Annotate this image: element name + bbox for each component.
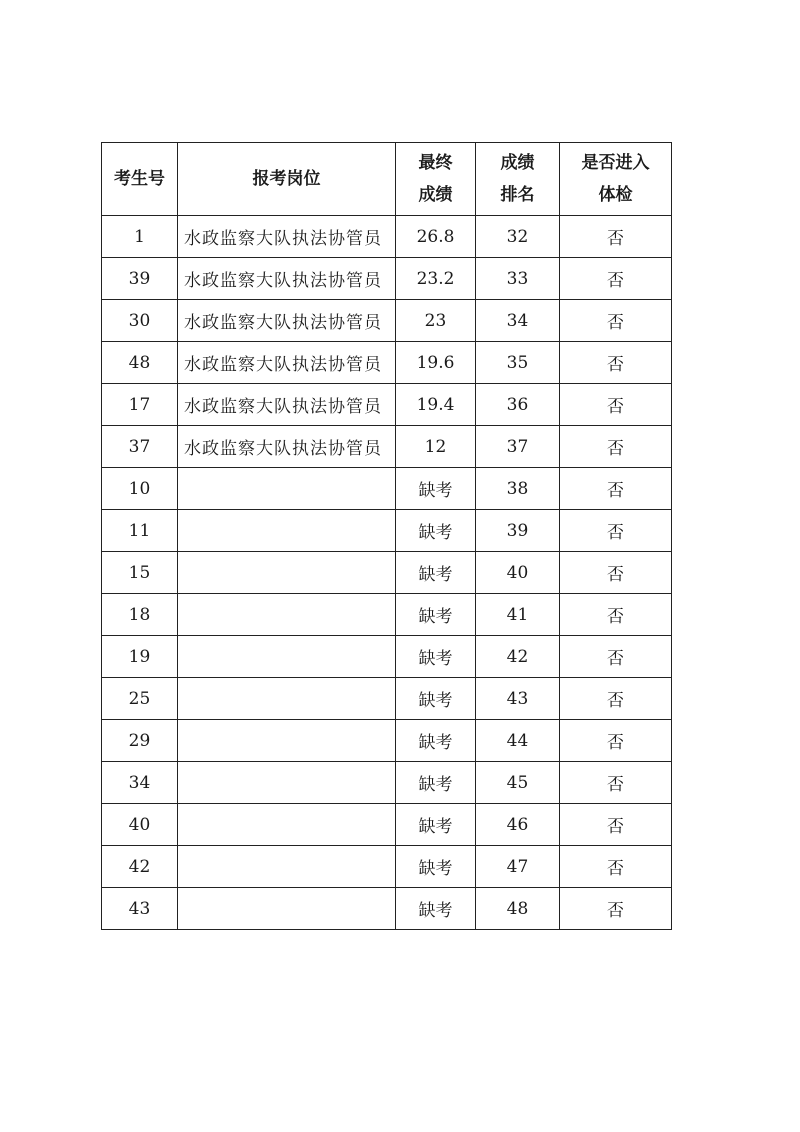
- cell-final-score: 23.2: [396, 258, 476, 300]
- cell-physical-exam: 否: [560, 846, 672, 888]
- table-row: [102, 216, 672, 258]
- cell-rank: 39: [476, 510, 560, 552]
- cell-exam-no: 10: [102, 468, 178, 510]
- cell-physical-exam: 否: [560, 300, 672, 342]
- cell-physical-exam: 否: [560, 804, 672, 846]
- cell-exam-no: 11: [102, 510, 178, 552]
- cell-final-score: 19.6: [396, 342, 476, 384]
- table-row: [102, 678, 672, 720]
- cell-rank: 33: [476, 258, 560, 300]
- cell-position: [178, 720, 396, 762]
- header-rank-line1: 成绩: [500, 153, 535, 173]
- results-table: [101, 142, 672, 930]
- cell-position: 水政监察大队执法协管员: [178, 216, 396, 258]
- cell-final-score: 缺考: [396, 594, 476, 636]
- cell-final-score: 缺考: [396, 468, 476, 510]
- cell-exam-no: 30: [102, 300, 178, 342]
- table-row: [102, 300, 672, 342]
- cell-final-score: 缺考: [396, 804, 476, 846]
- cell-exam-no: 43: [102, 888, 178, 930]
- table-row: [102, 510, 672, 552]
- cell-rank: 32: [476, 216, 560, 258]
- cell-exam-no: 40: [102, 804, 178, 846]
- cell-physical-exam: 否: [560, 384, 672, 426]
- cell-position: [178, 804, 396, 846]
- table-row: [102, 426, 672, 468]
- cell-rank: 35: [476, 342, 560, 384]
- cell-rank: 38: [476, 468, 560, 510]
- cell-rank: 45: [476, 762, 560, 804]
- cell-position: [178, 888, 396, 930]
- cell-physical-exam: 否: [560, 468, 672, 510]
- cell-exam-no: 39: [102, 258, 178, 300]
- cell-exam-no: 34: [102, 762, 178, 804]
- cell-final-score: 19.4: [396, 384, 476, 426]
- cell-final-score: 缺考: [396, 552, 476, 594]
- cell-physical-exam: 否: [560, 426, 672, 468]
- cell-exam-no: 17: [102, 384, 178, 426]
- cell-rank: 40: [476, 552, 560, 594]
- header-rank: [476, 143, 560, 216]
- cell-physical-exam: 否: [560, 216, 672, 258]
- cell-rank: 41: [476, 594, 560, 636]
- cell-exam-no: 1: [102, 216, 178, 258]
- header-final-score: [396, 143, 476, 216]
- cell-final-score: 12: [396, 426, 476, 468]
- cell-final-score: 缺考: [396, 762, 476, 804]
- cell-position: 水政监察大队执法协管员: [178, 384, 396, 426]
- cell-rank: 34: [476, 300, 560, 342]
- table-row: [102, 636, 672, 678]
- cell-physical-exam: 否: [560, 342, 672, 384]
- header-final-score-line1: 最终: [418, 153, 453, 173]
- table-row: [102, 888, 672, 930]
- cell-position: 水政监察大队执法协管员: [178, 258, 396, 300]
- cell-exam-no: 37: [102, 426, 178, 468]
- cell-physical-exam: 否: [560, 552, 672, 594]
- table-row: [102, 468, 672, 510]
- header-physical-exam-line1: 是否进入: [581, 153, 650, 173]
- cell-position: 水政监察大队执法协管员: [178, 426, 396, 468]
- cell-exam-no: 42: [102, 846, 178, 888]
- header-row: [102, 143, 672, 216]
- cell-final-score: 缺考: [396, 888, 476, 930]
- header-physical-exam-line2: 体检: [598, 185, 633, 205]
- table-row: [102, 384, 672, 426]
- cell-exam-no: 25: [102, 678, 178, 720]
- cell-rank: 47: [476, 846, 560, 888]
- cell-position: [178, 552, 396, 594]
- cell-physical-exam: 否: [560, 762, 672, 804]
- header-exam-no-label: 考生号: [114, 169, 165, 189]
- table-row: [102, 342, 672, 384]
- cell-physical-exam: 否: [560, 258, 672, 300]
- header-position: [178, 143, 396, 216]
- cell-final-score: 缺考: [396, 720, 476, 762]
- cell-position: [178, 762, 396, 804]
- header-physical-exam: [560, 143, 672, 216]
- cell-rank: 43: [476, 678, 560, 720]
- cell-position: [178, 636, 396, 678]
- cell-rank: 46: [476, 804, 560, 846]
- cell-exam-no: 48: [102, 342, 178, 384]
- cell-rank: 44: [476, 720, 560, 762]
- cell-rank: 42: [476, 636, 560, 678]
- table-row: [102, 594, 672, 636]
- cell-exam-no: 29: [102, 720, 178, 762]
- table-row: [102, 552, 672, 594]
- table-row: [102, 258, 672, 300]
- cell-final-score: 23: [396, 300, 476, 342]
- cell-rank: 48: [476, 888, 560, 930]
- header-exam-no: [102, 143, 178, 216]
- cell-position: 水政监察大队执法协管员: [178, 300, 396, 342]
- cell-position: [178, 678, 396, 720]
- cell-rank: 37: [476, 426, 560, 468]
- cell-position: [178, 846, 396, 888]
- table-body: [102, 216, 672, 930]
- cell-exam-no: 19: [102, 636, 178, 678]
- header-rank-line2: 排名: [500, 185, 535, 205]
- cell-exam-no: 15: [102, 552, 178, 594]
- cell-final-score: 26.8: [396, 216, 476, 258]
- cell-physical-exam: 否: [560, 594, 672, 636]
- table-row: [102, 762, 672, 804]
- table-row: [102, 804, 672, 846]
- cell-physical-exam: 否: [560, 510, 672, 552]
- table-row: [102, 720, 672, 762]
- cell-final-score: 缺考: [396, 636, 476, 678]
- cell-position: [178, 594, 396, 636]
- cell-physical-exam: 否: [560, 636, 672, 678]
- cell-physical-exam: 否: [560, 888, 672, 930]
- cell-final-score: 缺考: [396, 678, 476, 720]
- cell-rank: 36: [476, 384, 560, 426]
- cell-position: [178, 510, 396, 552]
- table-row: [102, 846, 672, 888]
- cell-exam-no: 18: [102, 594, 178, 636]
- cell-final-score: 缺考: [396, 510, 476, 552]
- cell-final-score: 缺考: [396, 846, 476, 888]
- cell-physical-exam: 否: [560, 678, 672, 720]
- header-final-score-line2: 成绩: [418, 185, 453, 205]
- cell-physical-exam: 否: [560, 720, 672, 762]
- header-position-label: 报考岗位: [252, 169, 321, 189]
- cell-position: [178, 468, 396, 510]
- cell-position: 水政监察大队执法协管员: [178, 342, 396, 384]
